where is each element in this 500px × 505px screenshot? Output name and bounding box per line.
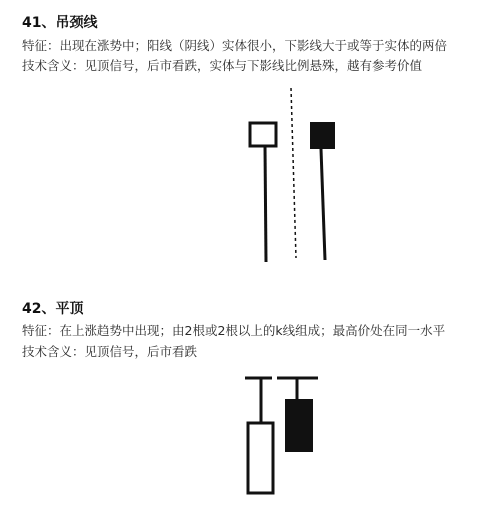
- flat-top-hollow-candle: [245, 378, 273, 493]
- section-41-meaning: 技术含义：见顶信号，后市看跌，实体与下影线比例悬殊，越有参考价值: [22, 58, 423, 73]
- filled-candle-body: [285, 399, 313, 452]
- hanging-man-hollow-candle: [250, 123, 276, 262]
- filled-candle-lower-shadow: [321, 149, 325, 260]
- flat-top-illustration: [0, 370, 500, 505]
- section-42-feature: 特征：在上涨趋势中出现；由2根或2根以上的k线组成；最高价处在同一水平: [22, 323, 446, 338]
- flat-top-filled-candle: [277, 378, 318, 452]
- hollow-candle-body: [250, 123, 276, 146]
- section-42-meaning: 技术含义：见顶信号，后市看跌: [22, 344, 198, 359]
- hanging-man-filled-candle: [310, 122, 335, 260]
- filled-candle-body: [310, 122, 335, 149]
- dotted-separator: [291, 88, 296, 258]
- section-41-title: 41、吊颈线: [22, 15, 98, 31]
- hollow-candle-body: [248, 423, 273, 493]
- section-42-title: 42、平顶: [22, 301, 84, 317]
- hollow-candle-lower-shadow: [265, 146, 266, 262]
- hanging-man-illustration: [0, 80, 500, 270]
- section-41-feature: 特征：出现在涨势中；阳线（阴线）实体很小，下影线大于或等于实体的两倍: [22, 38, 448, 53]
